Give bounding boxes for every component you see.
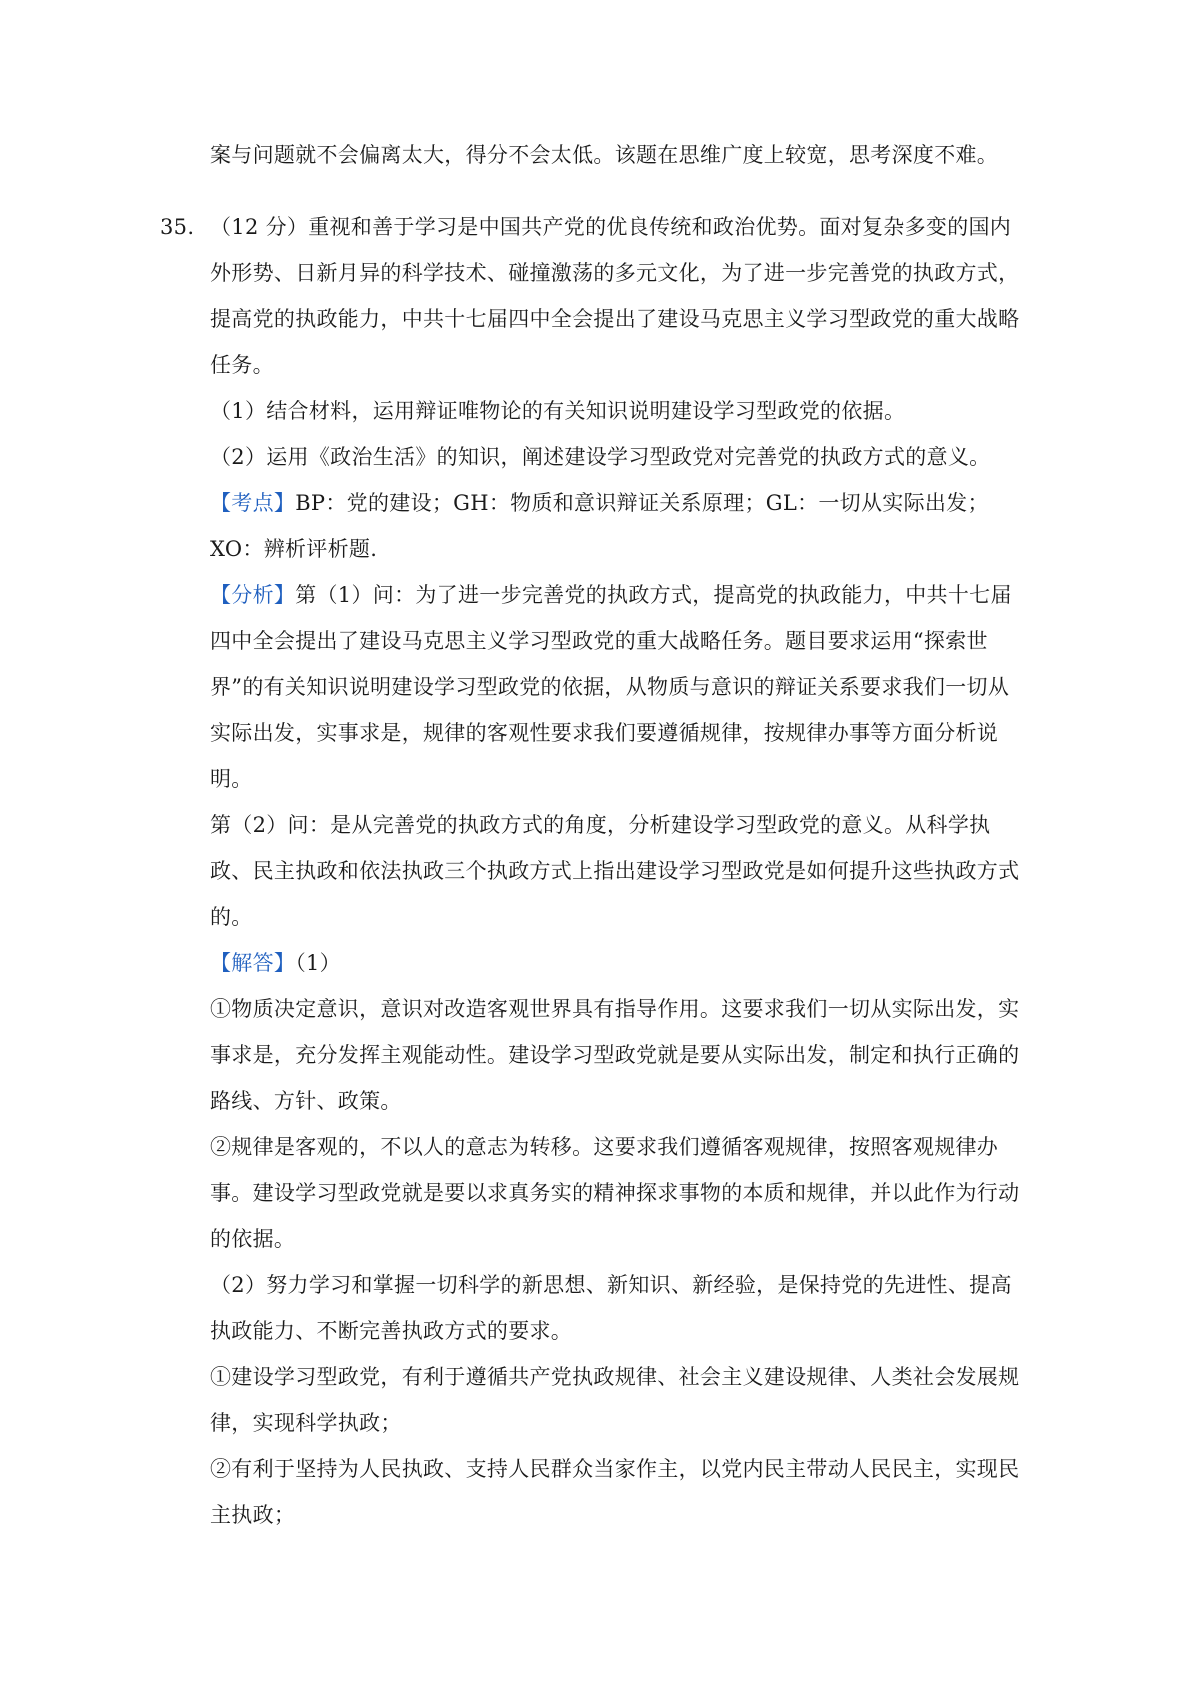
fenxi-label: 【分析】 — [210, 583, 296, 607]
jieda-line: （2）努力学习和掌握一切科学的新思想、新知识、新经验，是保持党的先进性、提高 — [210, 1273, 1012, 1297]
fenxi-line: 第（2）问：是从完善党的执政方式的角度，分析建设学习型政党的意义。从科学执 — [210, 813, 991, 837]
kaodian-label: 【考点】 — [210, 491, 296, 515]
fenxi-line: 的。 — [210, 905, 253, 929]
jieda-line: ①建设学习型政党，有利于遵循共产党执政规律、社会主义建设规律、人类社会发展规 — [210, 1365, 1020, 1389]
fenxi-line: 实际出发，实事求是，规律的客观性要求我们要遵循规律，按规律办事等方面分析说 — [210, 721, 999, 745]
jieda-label: 【解答】 — [210, 951, 296, 975]
question-35-stem-line — [160, 212, 1012, 242]
kaodian-text: BP：党的建设；GH：物质和意识辩证关系原理；GL：一切从实际出发； — [295, 491, 989, 515]
fenxi-line: 明。 — [210, 767, 253, 791]
jieda-line: 事求是，充分发挥主观能动性。建设学习型政党就是要从实际出发，制定和执行正确的 — [210, 1043, 1020, 1067]
sub-question-2: （2）运用《政治生活》的知识，阐述建设学习型政党对完善党的执政方式的意义。 — [210, 445, 991, 469]
question-stem-line: 提高党的执政能力，中共十七届四中全会提出了建设马克思主义学习型政党的重大战略 — [210, 307, 1020, 331]
jieda-line: 事。建设学习型政党就是要以求真务实的精神探求事物的本质和规律，并以此作为行动 — [210, 1181, 1020, 1205]
question-number: 35. — [160, 215, 195, 239]
jieda-line: 的依据。 — [210, 1227, 296, 1251]
jieda-line: 律，实现科学执政； — [210, 1411, 402, 1435]
fenxi-line: 政、民主执政和依法执政三个执政方式上指出建设学习型政党是如何提升这些执政方式 — [210, 859, 1020, 883]
jieda-line: ①物质决定意识，意识对改造客观世界具有指导作用。这要求我们一切从实际出发，实 — [210, 997, 1020, 1021]
fenxi-line: 四中全会提出了建设马克思主义学习型政党的重大战略任务。题目要求运用“探索世 — [210, 629, 988, 653]
sub-question-1: （1）结合材料，运用辩证唯物论的有关知识说明建设学习型政党的依据。 — [210, 399, 906, 423]
jieda-text: （1） — [295, 951, 341, 975]
kaodian-line-2: XO：辨析评析题. — [210, 537, 378, 561]
fenxi-text: 第（1）问：为了进一步完善党的执政方式，提高党的执政能力，中共十七届 — [295, 583, 1012, 607]
question-stem-line: 外形势、日新月异的科学技术、碰撞激荡的多元文化，为了进一步完善党的执政方式， — [210, 261, 1020, 285]
jieda-line: ②规律是客观的，不以人的意志为转移。这要求我们遵循客观规律，按照客观规律办 — [210, 1135, 999, 1159]
continuation-line: 案与问题就不会偏离太大，得分不会太低。该题在思维广度上较宽，思考深度不难。 — [210, 143, 999, 167]
fenxi-line: 界”的有关知识说明建设学习型政党的依据，从物质与意识的辩证关系要求我们一切从 — [210, 675, 1010, 699]
jieda-line: 执政能力、不断完善执政方式的要求。 — [210, 1319, 573, 1343]
jieda-line: 主执政； — [210, 1503, 296, 1527]
kaodian-line — [210, 488, 989, 518]
question-stem-line: 任务。 — [210, 353, 274, 377]
jieda-line: 路线、方针、政策。 — [210, 1089, 402, 1113]
question-stem-text: （12 分）重视和善于学习是中国共产党的优良传统和政治优势。面对复杂多变的国内 — [210, 215, 1012, 239]
fenxi-line — [210, 580, 1012, 610]
jieda-line: ②有利于坚持为人民执政、支持人民群众当家作主，以党内民主带动人民民主，实现民 — [210, 1457, 1020, 1481]
jieda-line — [210, 948, 341, 978]
